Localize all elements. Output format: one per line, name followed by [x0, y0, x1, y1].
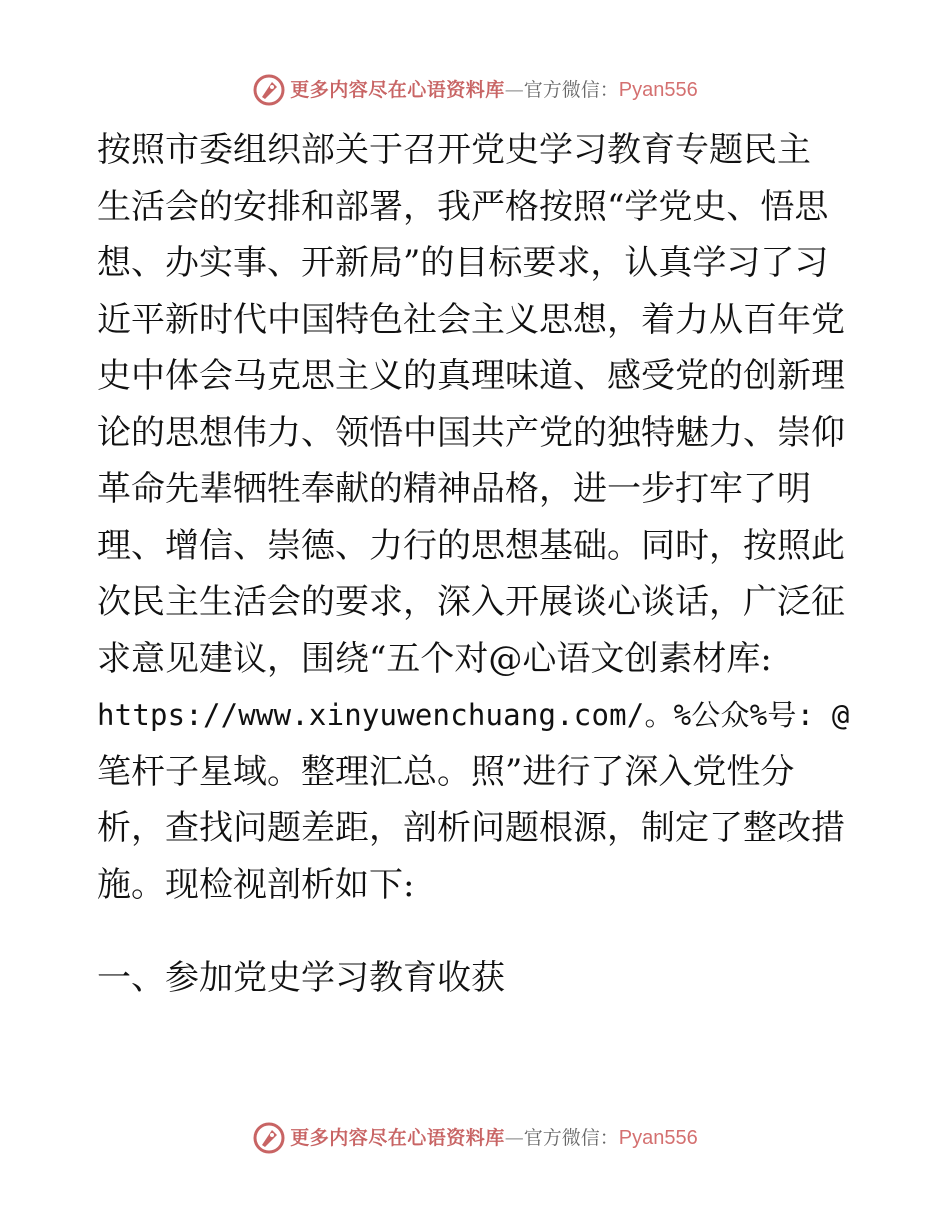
paragraph-line: 史中体会马克思主义的真理味道、感受党的创新理 [97, 356, 845, 396]
header-banner [0, 70, 950, 110]
body-paragraph [97, 122, 857, 913]
footer-banner [0, 1118, 950, 1158]
paragraph-line: 施。现检视剖析如下: [97, 864, 415, 905]
paragraph-line: 想、办实事、开新局”的目标要求，认真学习了习 [97, 243, 829, 283]
paragraph-line: 理、增信、崇德、力行的思想基础。同时，按照此 [97, 525, 845, 566]
banner-separator: — [504, 79, 524, 101]
paragraph-line: 生活会的安排和部署，我严格按照“学党史、悟思 [97, 186, 829, 227]
paragraph-line: 次民主生活会的要求，深入开展谈心谈话，广泛征 [97, 582, 845, 622]
paragraph-line: 按照市委组织部关于召开党史学习教育专题民主 [97, 130, 811, 170]
banner-label: 官方微信： [523, 1127, 619, 1149]
banner-handle: Pyan556 [618, 1127, 698, 1149]
section-heading: 一、参加党史学习教育收获 [97, 958, 505, 998]
paragraph-line: 笔杆子星域。整理汇总。照”进行了深入党性分 [97, 751, 795, 792]
paragraph-line-url: https://www.xinyuwenchuang.com/。%公众%号: @ [97, 698, 850, 732]
paragraph-line: 析，查找问题差距，剖析问题根源，制定了整改措 [97, 808, 845, 848]
pen-nib-logo-icon [252, 1121, 286, 1155]
banner-title: 更多内容尽在心语资料库 [290, 79, 505, 101]
banner-label: 官方微信： [523, 79, 619, 101]
pen-nib-logo-icon [252, 73, 286, 107]
paragraph-line: 论的思想伟力、领悟中国共产党的独特魅力、崇仰 [97, 412, 845, 453]
paragraph-line: 革命先辈牺牲奉献的精神品格，进一步打牢了明 [97, 469, 811, 509]
banner-separator: — [504, 1127, 524, 1149]
banner-title: 更多内容尽在心语资料库 [290, 1127, 505, 1149]
paragraph-line: 求意见建议，围绕“五个对@心语文创素材库: [97, 638, 772, 679]
banner-handle: Pyan556 [618, 79, 698, 101]
paragraph-line: 近平新时代中国特色社会主义思想，着力从百年党 [97, 299, 845, 340]
